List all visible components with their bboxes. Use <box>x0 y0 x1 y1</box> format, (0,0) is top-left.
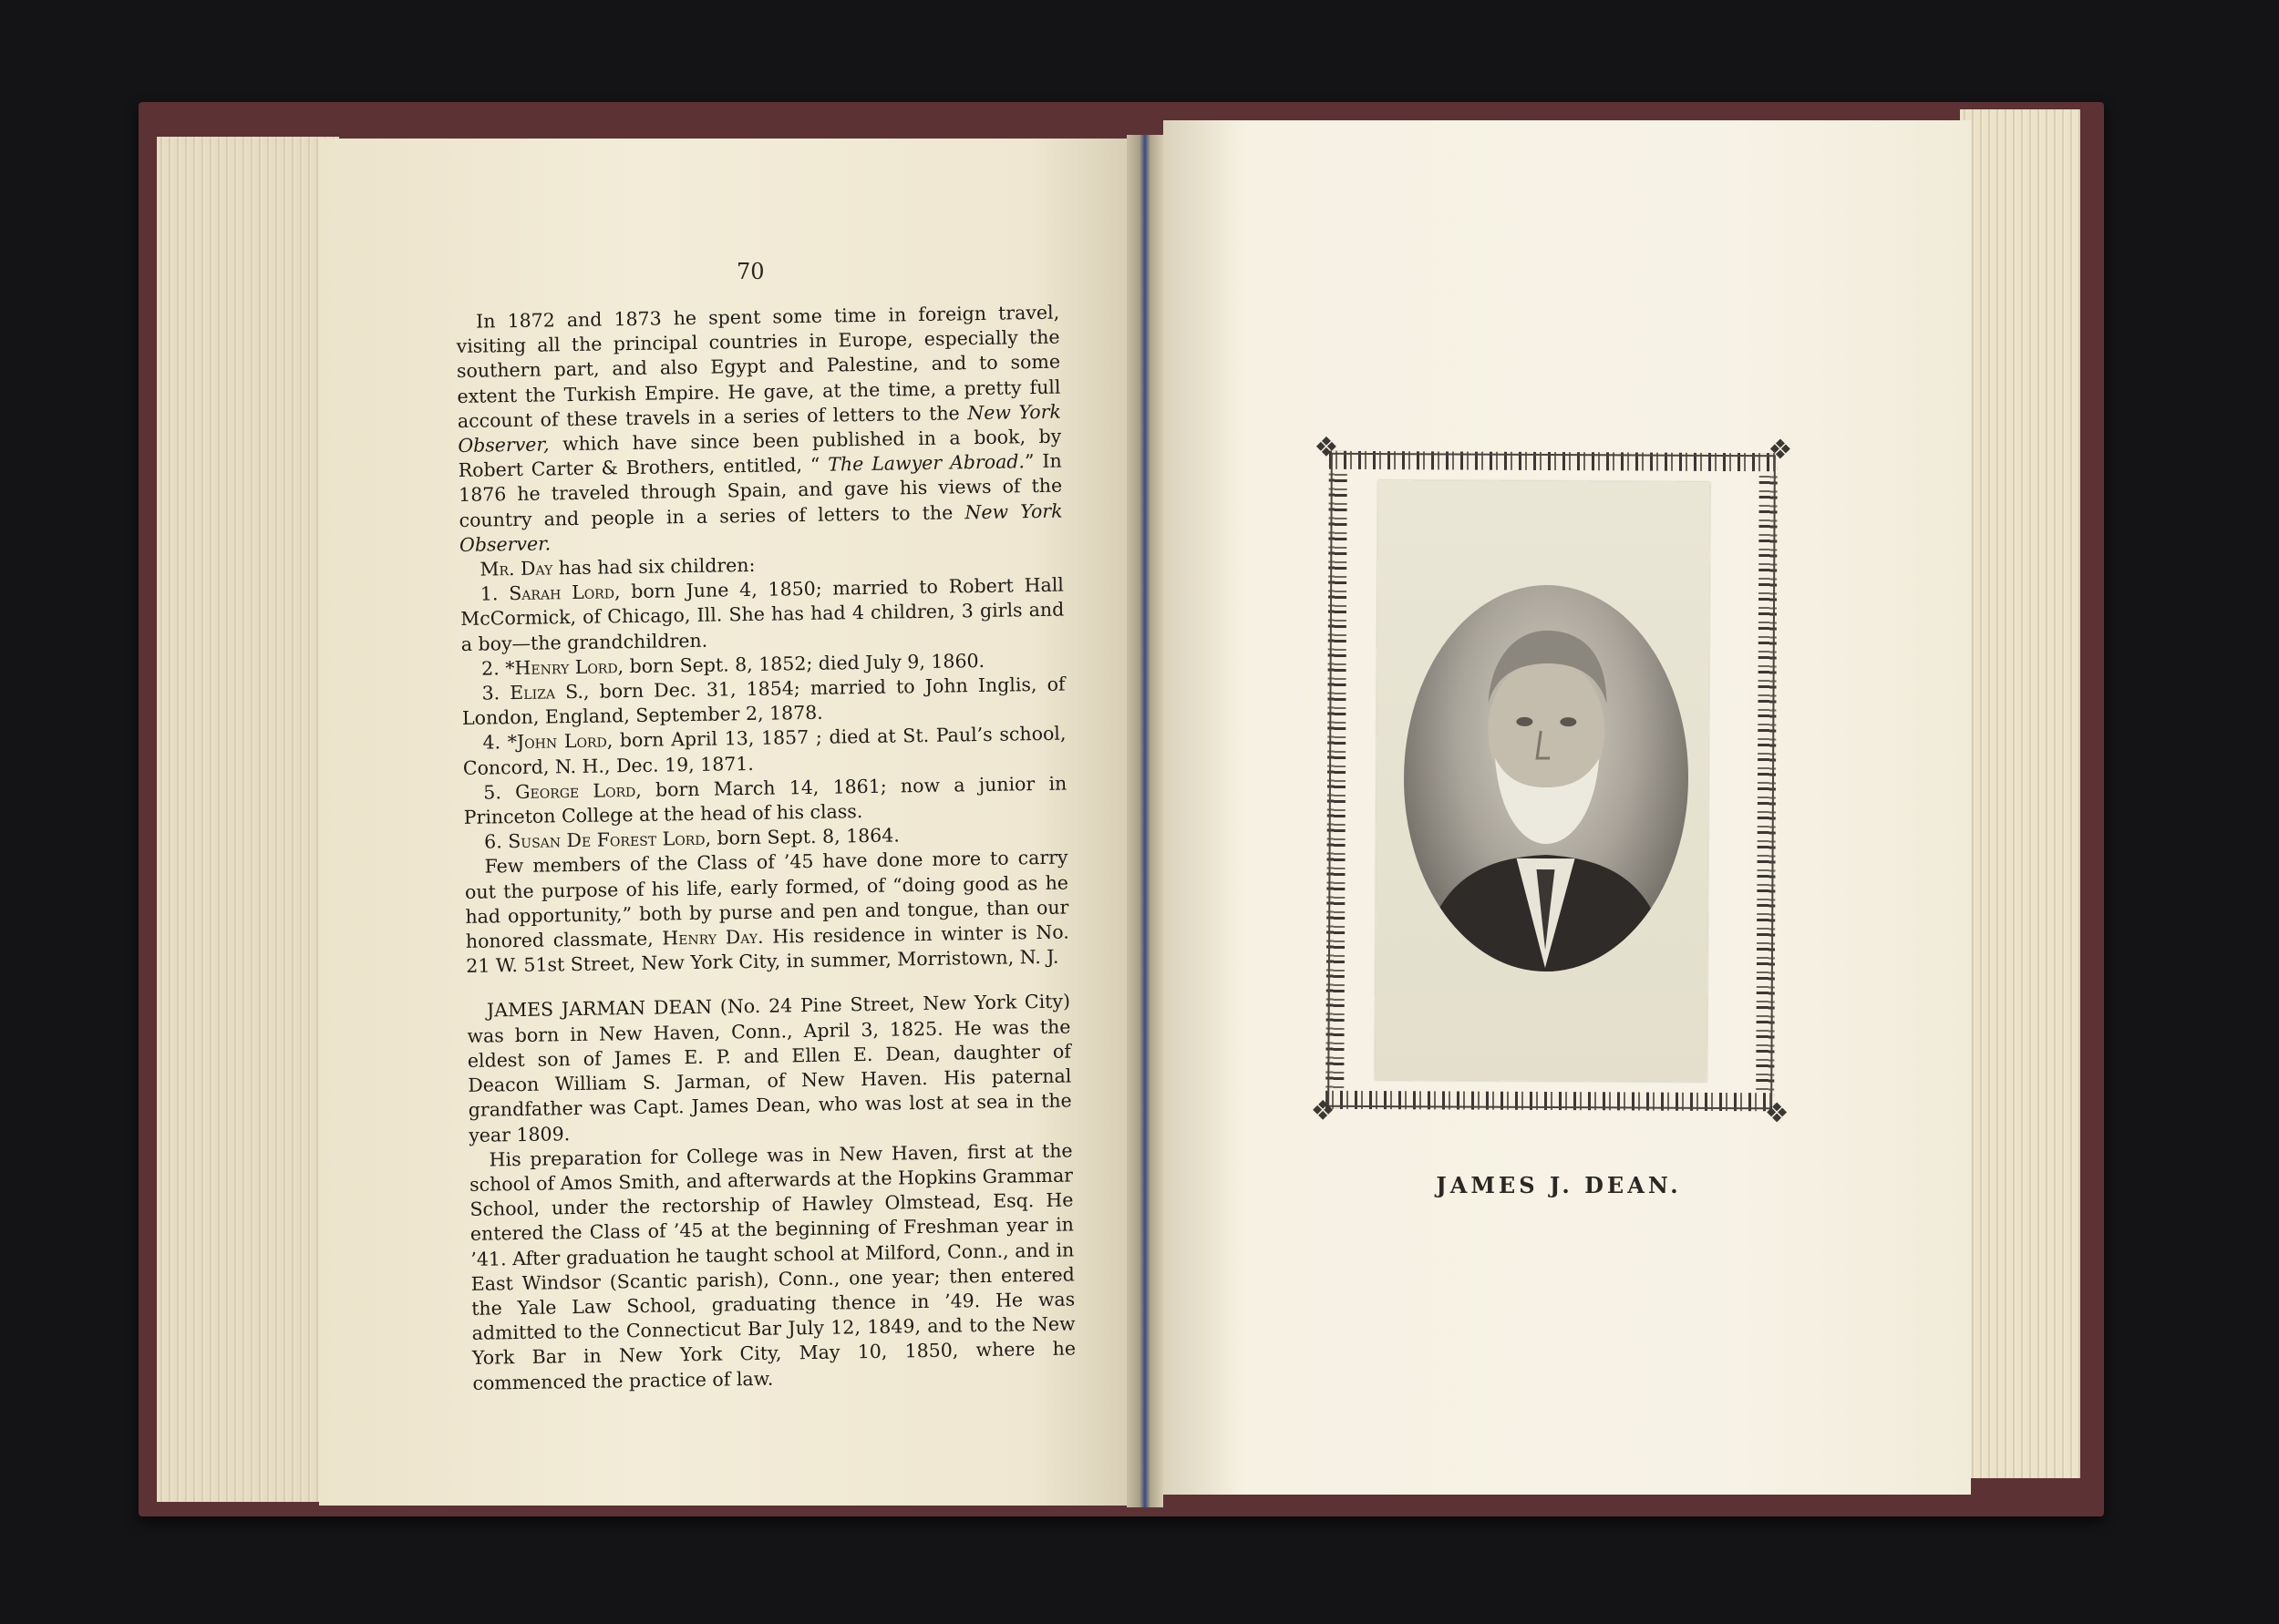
text-run: , born Dec. 31, 1854; married to John Inglis, of London, England, September 2, 1878. <box>461 673 1066 730</box>
text-run: has had six children: <box>552 553 756 580</box>
portrait-photo-card <box>1375 480 1709 1082</box>
text-run: 6. <box>483 830 509 853</box>
text-run: , born April 13, 1857 ; died at St. Paul’s school, Concord, N. H., Dec. 19, 1871. <box>462 722 1067 779</box>
section-paragraph <box>467 990 1072 1148</box>
left-page-edges <box>157 137 339 1502</box>
text-run: 1. <box>480 582 510 605</box>
small-caps-name: Susan De Forest Lord <box>508 827 706 853</box>
text-run: which have since been published in a book, by Robert Carter & Brothers, entitled, “ <box>458 425 1062 482</box>
text-run: , born Sept. 8, 1864. <box>705 824 900 850</box>
italic-text: The Lawyer Abroad. <box>828 450 1026 476</box>
book-gutter <box>1127 135 1163 1507</box>
small-caps-name: Henry Lord <box>514 655 618 679</box>
text-run: Few members of the Class of ’45 have done more to carry out the purpose of his life, early formed, of “doing good as he had opportunity,” both by purse and pen and tongue, than our honored classmate, <box>464 846 1069 952</box>
text-run: His preparation for College was in New Haven, first at the school of Amos Smith, and afterwards at the Hopkins Grammar School, under the rectorship of Hawley Olmstead, Esq. He entered the Class of ’45 at the beginning of Freshman year in ’41. After graduation he taught school at Milford, Conn., and in East Windsor (Scantic parish), Conn., one year; then entered the Yale Law School, graduating thence in ’49. He was admitted to the Connecticut Bar July 12, 1849, and to the New York Bar in New York City, May 10, 1850, where he commenced the practice of law. <box>469 1139 1077 1394</box>
small-caps-name: Mr. Day <box>480 557 553 581</box>
italic-text: New York Observer. <box>459 499 1063 556</box>
text-run: 2. * <box>480 656 515 680</box>
frame-corner-ornament: ❖ <box>1768 434 1793 467</box>
small-caps-name: George Lord <box>514 778 636 803</box>
italic-text: New York Observer, <box>458 400 1062 457</box>
text-run: JAMES JARMAN DEAN (No. 24 Pine Street, New York City) was born in New Haven, Conn., April 3, 1825. He was the eldest son of James E. P. and Ellen E. Dean, daughter of Deacon William S. Jarman, of New Haven. His paternal grandfather was Capt. James Dean, who was lost at sea in the year 1809. <box>467 990 1072 1146</box>
small-caps-name: John Lord <box>516 729 607 754</box>
text-run: 4. * <box>482 731 518 755</box>
small-caps-name: Henry Day <box>662 925 758 950</box>
paragraph <box>469 1138 1076 1395</box>
paragraph <box>456 301 1063 558</box>
small-caps-name: Sarah Lord <box>509 581 615 605</box>
portrait-caption: JAMES J. DEAN. <box>1436 1172 1682 1198</box>
text-run: , born June 4, 1850; married to Robert Hall McCormick, of Chicago, Ill. She has had 4 children, 3 girls and a boy—the grandchildren. <box>460 573 1065 655</box>
text-run: . His residence in winter is No. 21 W. 51st Street, New York City, in summer, Morristown, N. J. <box>466 920 1069 978</box>
page-number: 70 <box>737 259 765 284</box>
portrait-oval <box>1403 584 1689 972</box>
child-list-item <box>460 573 1065 657</box>
right-page-edges <box>1960 109 2080 1478</box>
left-page-text <box>456 301 1077 1396</box>
text-run: In 1872 and 1873 he spent some time in foreign travel, visiting all the principal countries in Europe, especially the southern part, and also Egypt and Palestine, and to some extent the Turkish Empire. He gave, at the time, a pretty full account of these travels in a series of letters to the <box>456 301 1061 432</box>
text-run: , born Sept. 8, 1852; died July 9, 1860. <box>617 649 985 678</box>
paragraph <box>464 846 1069 979</box>
text-run: ” In 1876 he traveled through Spain, and gave his views of the country and people in a series of letters to the <box>459 449 1063 531</box>
text-run: 3. <box>481 682 510 704</box>
portrait-figure-image <box>1403 584 1689 972</box>
frame-corner-ornament: ❖ <box>1314 431 1339 464</box>
frame-corner-ornament: ❖ <box>1310 1095 1335 1127</box>
text-run: 5. <box>483 780 516 804</box>
small-caps-name: Eliza S. <box>510 680 584 704</box>
text-run: , born March 14, 1861; now a junior in Princeton College at the head of his class. <box>463 772 1067 828</box>
frame-corner-ornament: ❖ <box>1764 1097 1789 1130</box>
